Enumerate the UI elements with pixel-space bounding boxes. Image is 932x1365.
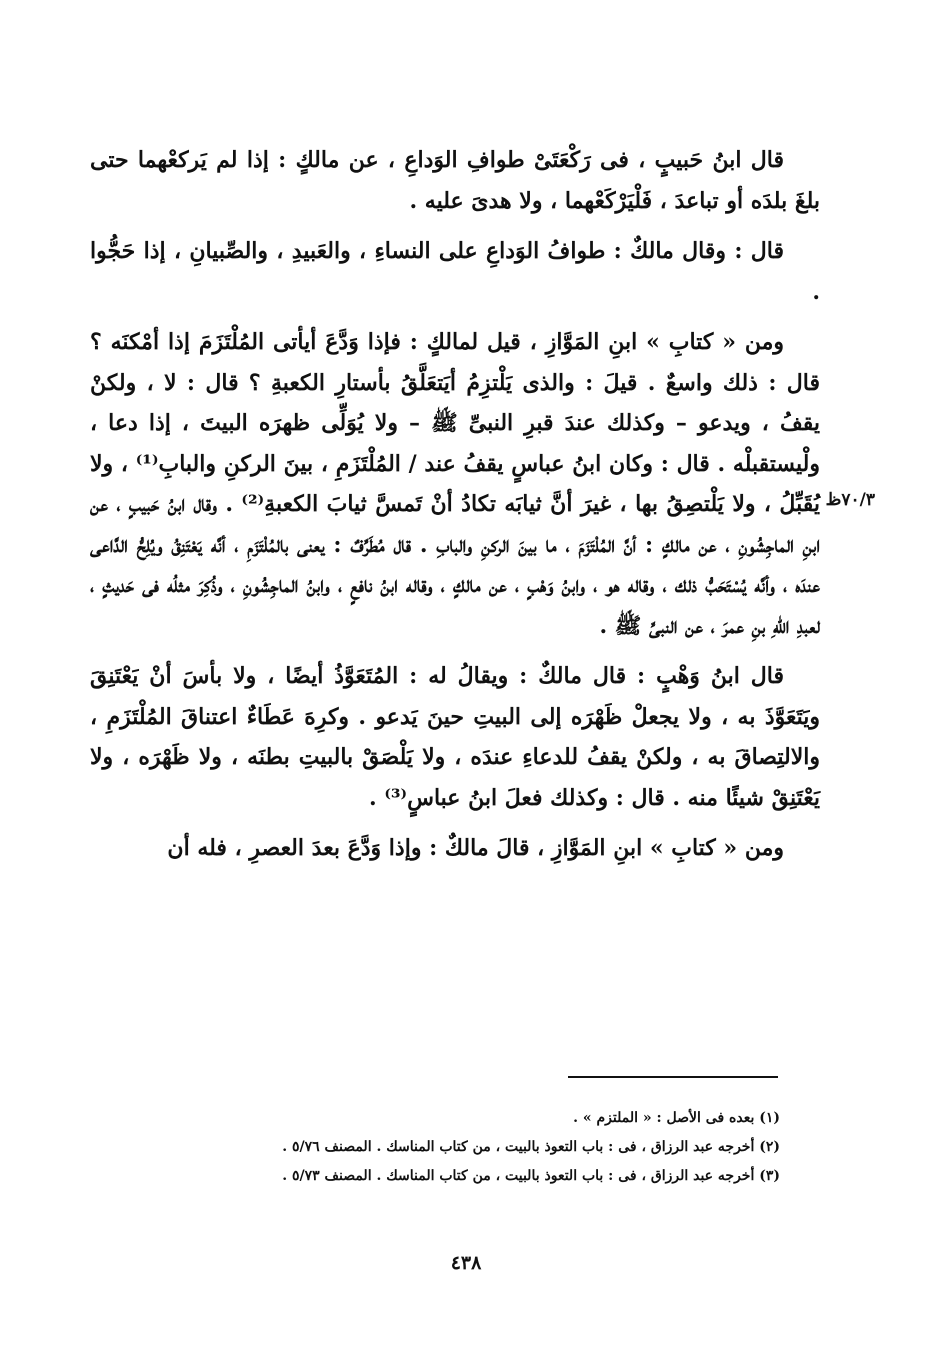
paragraph-ibn-al-mawwaz: ومن « كتابِ » ابنِ المَوَّازِ ، قالَ مالكٌ : وإذا وَدَّعَ بعدَ العصرِ ، فله أن — [167, 835, 784, 861]
paragraph-rakatayn: قال ابنُ حَبيبٍ ، فى رَكْعَتَىْ طوافِ الوَداعِ ، عن مالكٍ : إذا لم يَركعْهما حتى بلغَ بلدَه أو تباعدَ ، فَلْيَرْكَعْهما ، ولا هدىَ عليه . — [90, 147, 820, 214]
paragraph-multazam: ومن « كتابِ » ابنِ المَوَّازِ ، قيل لمالكٍ : فإذا وَدَّعَ أيأتى المُلْتَزَمَ إذا أمْكنَه ؟ قال : ذلك واسعٌ . قيلَ : والذى يَلْتزِمُ أيَتعَلَّقُ بأستارِ الكعبةِ ؟ قال : لا ، ولكنْ يقفُ ، ويدعو – وكذلك عندَ قبرِ النبىِّ ﷺ – ولا يُوَلِّى ظهرَه البيتَ ، إذا دعا ، ولْيستقبلْه . قال : وكان ابنُ عباسٍ يقفُ عند / المُلْتَزَمِ ، بينَ الركنِ والبابِ⁽¹⁾ ، ولا يُقَبِّلُ ، ولا يَلْتصِقُ بها ، غيرَ أنَّ ثيابَه تكادُ أنْ تَمسَّ ثيابَ الكعبةِ⁽²⁾ . وقال ابنُ حَبيبٍ ، عن ابنِ الماجِشُونِ ، عن مالكٍ : أنَّ المُلْتَزَمَ ، ما بينَ الركنِ والبابِ . قال مُطَرِّفٌ : يعنى بالمُلْتَزَمِ ، أنَّه يَعْتَنِقُ ويُلِحُّ الدَّاعى عندَه ، وأنَّه يُسْتَحَبُّ ذلك ، وقاله هو ، وابنُ وَهْبٍ ، عن مالكٍ ، وقاله ابنُ نافعٍ ، وابنُ الماجِشُونِ ، وذُكِرَ مثلُه فى حَديثٍ ، لعبدِ اللهِ بنِ عمرَ ، عن النبىِّ ﷺ . — [90, 329, 820, 639]
paragraph-ibn-wahb: قال ابنُ وَهْبٍ : قال مالكٌ : ويقالُ له : المُتَعَوَّذُ أيضًا ، ولا بأسَ أنْ يَعْتَنِقَ ويَتَعَوَّذَ به ، ولا يجعلْ ظَهْرَه إلى البيتِ حينَ يَدعو . وكرِهَ عَطَاءٌ اعتناقَ المُلْتَزَمِ ، والالتِصاقَ به ، ولكنْ يقفُ للدعاءِ عندَه ، ولا يَلْصَقْ بالبيتِ بطنَه ، ولا ظَهْرَه ، ولا يَعْتَنِقْ شيئًا منه . قال : وكذلك فعلَ ابنُ عباسٍ⁽³⁾ . — [90, 663, 820, 811]
footnote-2: (٢) أخرجه عبد الرزاق ، فى : باب التعوذ بالبيت ، من كتاب المناسك . المصنف ٥/٧٦ . — [282, 1139, 780, 1155]
page-number: ٤٣٨ — [450, 1252, 482, 1274]
main-text — [90, 140, 820, 879]
paragraph-tawaf-wada: قال : وقال مالكٌ : طوافُ الوَداعِ على النساءِ ، والعَبيدِ ، والصِّبيانِ ، إذا حَجُّوا . — [90, 238, 820, 305]
footnote-3: (٣) أخرجه عبد الرزاق ، فى : باب التعوذ بالبيت ، من كتاب المناسك . المصنف ٥/٧٣ . — [282, 1168, 780, 1184]
footnotes — [150, 1104, 780, 1191]
footnote-divider — [568, 1076, 778, 1078]
manuscript-folio-reference: ٧٠/٣ظ — [825, 490, 875, 510]
footnote-1: (١) بعده فى الأصل : « الملتزم » . — [573, 1110, 780, 1126]
